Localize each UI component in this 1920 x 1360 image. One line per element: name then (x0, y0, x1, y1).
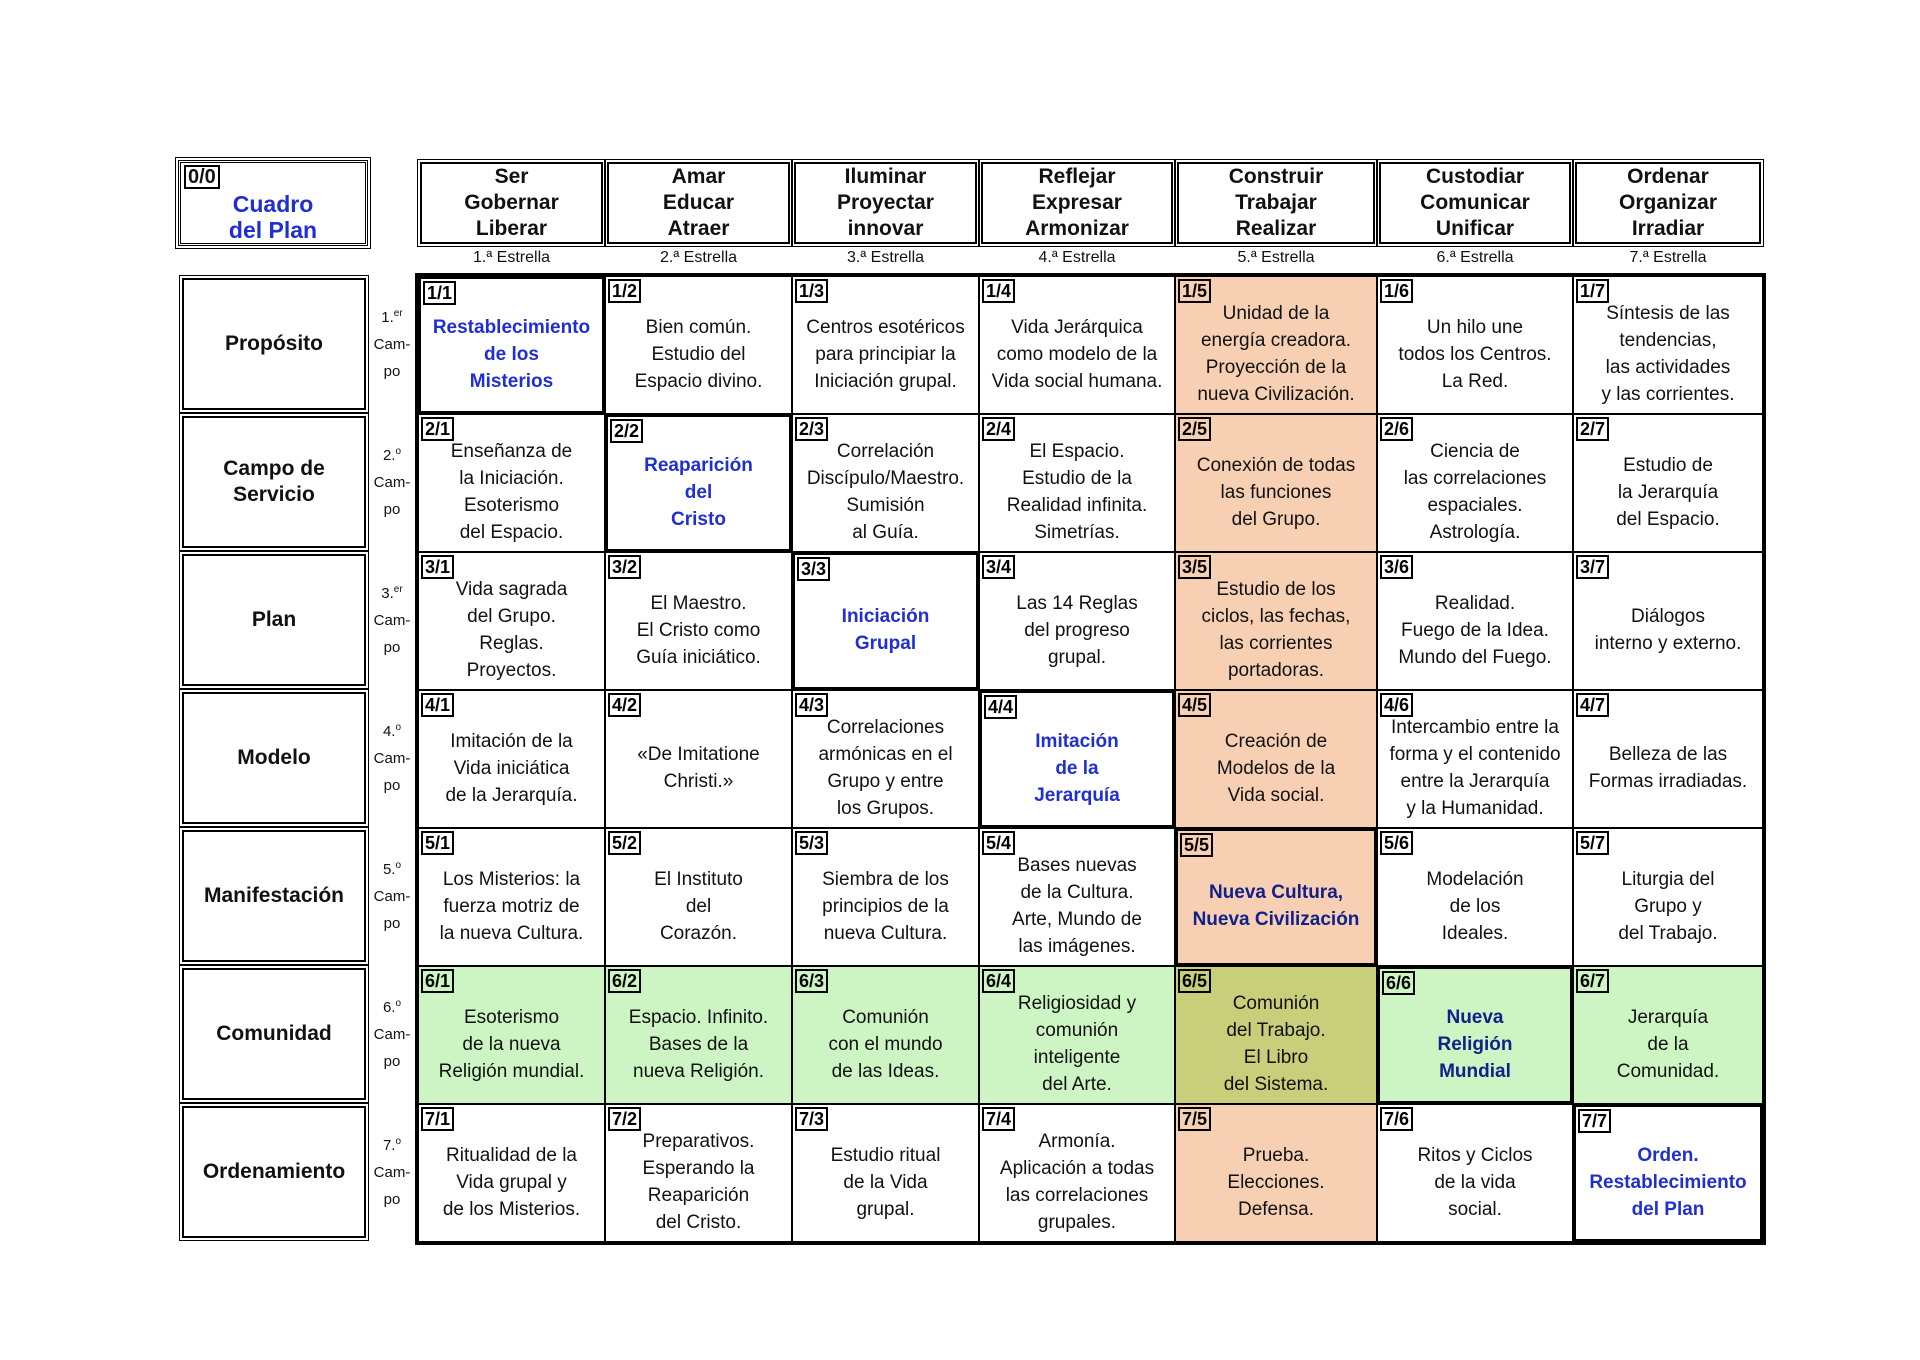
cell-number: 3/3 (797, 557, 830, 581)
cell-text: Siembra de los principios de la nueva Cultura. (822, 868, 949, 944)
row-header-3: Plan (182, 554, 366, 686)
cell-number: 5/1 (421, 831, 454, 855)
cell-number: 3/1 (421, 555, 454, 579)
campo-word: Cam- (373, 750, 411, 767)
cell-number: 7/6 (1380, 1107, 1413, 1131)
campo-number-value: 3. (381, 585, 394, 602)
cell-text: Síntesis de las tendencias, las actividades y las corrientes. (1601, 303, 1735, 405)
campo-word: po (383, 777, 401, 794)
column-header-7 (1575, 162, 1761, 244)
cell-number: 3/4 (982, 555, 1015, 579)
campo-number (370, 300, 414, 331)
cell-6-5 (1175, 966, 1377, 1104)
cell-text: Los Misterios: la fuerza motriz de la nueva Cultura. (439, 868, 584, 944)
campo-ordinal: er (393, 308, 403, 319)
cell-4-6 (1377, 690, 1573, 828)
column-header-line: Amar (671, 165, 726, 188)
campo-number (370, 714, 414, 745)
cell-number: 1/6 (1380, 279, 1413, 303)
cell-7-2 (605, 1104, 792, 1242)
cell-text: Jerarquía de la Comunidad. (1616, 1006, 1720, 1082)
cell-number: 5/4 (982, 831, 1015, 855)
cell-2-1 (418, 414, 605, 552)
column-header-1 (420, 162, 603, 244)
cell-2-5 (1175, 414, 1377, 552)
cell-text: Centros esotéricos para principiar la Iniciación grupal. (806, 316, 965, 392)
cell-text: Realidad. Fuego de la Idea. Mundo del Fuego. (1398, 592, 1552, 668)
campo-ordinal: o (395, 860, 402, 871)
corner-label: 0/0 (184, 165, 220, 189)
campo-word: po (383, 1053, 401, 1070)
campo-word: Cam- (373, 1026, 411, 1043)
row-header-4: Modelo (182, 692, 366, 824)
cell-text: Enseñanza de la Iniciación. Esoterismo del Espacio. (450, 441, 573, 543)
column-header-line: Organizar (1618, 191, 1718, 214)
campo-word: Cam- (373, 336, 411, 353)
cell-number: 6/1 (421, 969, 454, 993)
row-header-1: Propósito (182, 278, 366, 410)
cell-4-7 (1573, 690, 1763, 828)
column-header-line: Armonizar (1025, 217, 1129, 240)
cell-number: 4/3 (795, 693, 828, 717)
campo-number (370, 438, 414, 469)
cell-7-4 (979, 1104, 1175, 1242)
column-header-line: Liberar (475, 217, 548, 240)
cell-2-2 (605, 414, 792, 552)
cell-number: 3/7 (1576, 555, 1609, 579)
cell-number: 7/5 (1178, 1107, 1211, 1131)
campo-number (370, 990, 414, 1021)
star-label-3: 3.ª Estrella (846, 249, 925, 266)
cell-text: Ritualidad de la Vida grupal y de los Misterios. (442, 1144, 581, 1220)
campo-label-6 (370, 990, 414, 1080)
star-label-5: 5.ª Estrella (1237, 249, 1315, 266)
campo-number-value: 6. (382, 999, 396, 1016)
cell-text: Intercambio entre la forma y el contenido entre la Jerarquía y la Humanidad. (1389, 717, 1561, 819)
cell-text: El Maestro. El Cristo como Guía iniciático. (636, 592, 761, 668)
cell-3-4 (979, 552, 1175, 690)
column-header-3 (794, 162, 977, 244)
cell-number: 2/6 (1380, 417, 1413, 441)
cell-text: Reaparición del Cristo (644, 454, 753, 530)
cell-text: Nueva Religión Mundial (1437, 1006, 1513, 1082)
campo-number-value: 4. (382, 723, 396, 740)
campo-word: Cam- (373, 612, 411, 629)
cell-text: Bases nuevas de la Cultura. Arte, Mundo de las imágenes. (1012, 855, 1142, 957)
cell-number: 5/7 (1576, 831, 1609, 855)
cell-text: Esoterismo de la nueva Religión mundial. (438, 1006, 585, 1082)
campo-label-5 (370, 852, 414, 942)
cell-6-7 (1573, 966, 1763, 1104)
campo-number (370, 852, 414, 883)
cell-6-3 (792, 966, 979, 1104)
cell-text: Unidad de la energía creadora. Proyección de la nueva Civilización. (1197, 303, 1355, 405)
cell-text: Restablecimiento de los Misterios (432, 316, 591, 392)
cell-number: 4/5 (1178, 693, 1211, 717)
cell-number: 6/5 (1178, 969, 1211, 993)
campo-label-4 (370, 714, 414, 804)
column-header-line: Ser (494, 165, 529, 188)
cell-text: Estudio ritual de la Vida grupal. (830, 1144, 941, 1220)
cell-7-7 (1573, 1104, 1763, 1242)
cell-number: 6/7 (1576, 969, 1609, 993)
cell-number: 6/6 (1382, 971, 1415, 995)
column-header-4 (981, 162, 1173, 244)
cell-number: 5/5 (1180, 833, 1213, 857)
row-header-5: Manifestación (182, 830, 366, 962)
column-header-line: Custodiar (1425, 165, 1524, 188)
cell-text: Vida sagrada del Grupo. Reglas. Proyectos. (455, 579, 568, 681)
column-header-line: Trabajar (1235, 191, 1317, 214)
star-label-7: 7.ª Estrella (1629, 249, 1707, 266)
column-header-line: Proyectar (837, 191, 934, 214)
cell-5-4 (979, 828, 1175, 966)
campo-word: po (383, 501, 401, 518)
cell-text: Bien común. Estudio del Espacio divino. (634, 316, 763, 392)
cell-7-6 (1377, 1104, 1573, 1242)
campo-word: po (383, 639, 401, 656)
cell-6-2 (605, 966, 792, 1104)
cell-number: 4/6 (1380, 693, 1413, 717)
cell-text: Imitación de la Vida iniciática de la Jerarquía. (445, 730, 578, 806)
cell-text: Estudio de la Jerarquía del Espacio. (1616, 454, 1720, 530)
cell-number: 5/3 (795, 831, 828, 855)
cell-6-4 (979, 966, 1175, 1104)
cell-text: Conexión de todas las funciones del Grupo. (1196, 454, 1356, 530)
column-header-line: Iluminar (844, 165, 927, 188)
cell-number: 2/4 (982, 417, 1015, 441)
cell-number: 4/4 (984, 695, 1017, 719)
cell-5-2 (605, 828, 792, 966)
cell-1-3 (792, 276, 979, 414)
column-header-5 (1177, 162, 1375, 244)
column-header-line: Realizar (1235, 217, 1317, 240)
cell-text: Orden. Restablecimiento del Plan (1589, 1144, 1747, 1220)
cell-2-4 (979, 414, 1175, 552)
row-header-7: Ordenamiento (182, 1106, 366, 1238)
cell-text: Belleza de las Formas irradiadas. (1588, 744, 1748, 792)
star-label-4: 4.ª Estrella (1038, 249, 1116, 266)
cell-text: Creación de Modelos de la Vida social. (1216, 730, 1336, 806)
star-label-2: 2.ª Estrella (659, 249, 738, 266)
cell-number: 5/6 (1380, 831, 1413, 855)
cell-number: 3/2 (608, 555, 641, 579)
cell-1-6 (1377, 276, 1573, 414)
campo-word: Cam- (373, 888, 411, 905)
cell-2-6 (1377, 414, 1573, 552)
column-header-line: Educar (662, 191, 735, 214)
cell-text: Comunión del Trabajo. El Libro del Sistema. (1223, 993, 1329, 1095)
cell-text: Las 14 Reglas del progreso grupal. (1016, 592, 1138, 668)
cell-4-5 (1175, 690, 1377, 828)
cell-number: 2/1 (421, 417, 454, 441)
cell-number: 2/7 (1576, 417, 1609, 441)
cell-number: 1/5 (1178, 279, 1211, 303)
campo-word: Cam- (373, 1164, 411, 1181)
cell-text: «De Imitatione Christi.» (637, 744, 760, 792)
campo-word: po (383, 1191, 401, 1208)
cell-number: 6/3 (795, 969, 828, 993)
corner-box (178, 160, 368, 246)
cell-number: 7/2 (608, 1107, 641, 1131)
cell-3-1 (418, 552, 605, 690)
cell-number: 6/4 (982, 969, 1015, 993)
cell-text: Iniciación Grupal (841, 606, 930, 654)
row-header-2: Campo de Servicio (182, 416, 366, 548)
cell-number: 4/7 (1576, 693, 1609, 717)
campo-word: po (383, 915, 401, 932)
star-label-6: 6.ª Estrella (1436, 249, 1514, 266)
cell-3-5 (1175, 552, 1377, 690)
column-header-line: Reflejar (1038, 165, 1116, 188)
cell-number: 1/4 (982, 279, 1015, 303)
cell-number: 3/5 (1178, 555, 1211, 579)
cell-7-3 (792, 1104, 979, 1242)
cell-1-5 (1175, 276, 1377, 414)
cell-number: 4/2 (608, 693, 641, 717)
column-header-line: Unificar (1435, 217, 1515, 240)
cell-text: Ciencia de las correlaciones espaciales. Astrología. (1403, 441, 1547, 543)
cell-3-2 (605, 552, 792, 690)
column-header-line: innovar (847, 217, 924, 240)
cell-number: 2/2 (610, 419, 643, 443)
cell-number: 7/7 (1578, 1109, 1611, 1133)
campo-label-7 (370, 1128, 414, 1218)
campo-label-1 (370, 300, 414, 390)
cell-text: El Espacio. Estudio de la Realidad infinita. Simetrías. (1006, 441, 1148, 543)
cell-4-2 (605, 690, 792, 828)
cell-2-7 (1573, 414, 1763, 552)
row-header-6: Comunidad (182, 968, 366, 1100)
cell-text: Correlaciones armónicas en el Grupo y entre los Grupos. (818, 717, 953, 819)
cell-1-7 (1573, 276, 1763, 414)
cell-number: 1/1 (423, 281, 456, 305)
cell-number: 5/2 (608, 831, 641, 855)
column-header-line: Comunicar (1420, 191, 1530, 214)
cell-text: Preparativos. Esperando la Reaparición del Cristo. (642, 1131, 755, 1233)
cell-1-2 (605, 276, 792, 414)
cell-number: 1/3 (795, 279, 828, 303)
campo-number-value: 1. (381, 309, 394, 326)
cell-text: Diálogos interno y externo. (1594, 606, 1742, 654)
cell-number: 3/6 (1380, 555, 1413, 579)
cell-number: 4/1 (421, 693, 454, 717)
cell-text: Modelación de los Ideales. (1426, 868, 1524, 944)
campo-number-value: 2. (382, 447, 396, 464)
campo-ordinal: o (395, 1136, 402, 1147)
cell-text: Religiosidad y comunión inteligente del Arte. (1017, 993, 1137, 1095)
cell-text: Un hilo une todos los Centros. La Red. (1398, 316, 1552, 392)
column-header-2 (607, 162, 790, 244)
cell-4-4 (979, 690, 1175, 828)
cell-text: Estudio de los ciclos, las fechas, las corrientes portadoras. (1201, 579, 1351, 681)
cell-7-5 (1175, 1104, 1377, 1242)
cell-text: El Instituto del Corazón. (654, 868, 743, 944)
cell-4-1 (418, 690, 605, 828)
column-header-6 (1379, 162, 1571, 244)
campo-number-value: 7. (382, 1137, 396, 1154)
campo-ordinal: o (395, 446, 402, 457)
cell-number: 1/7 (1576, 279, 1609, 303)
cell-1-4 (979, 276, 1175, 414)
cell-7-1 (418, 1104, 605, 1242)
cell-number: 6/2 (608, 969, 641, 993)
cell-2-3 (792, 414, 979, 552)
cell-3-3 (792, 552, 979, 690)
campo-word: Cam- (373, 474, 411, 491)
cell-text: Imitación de la Jerarquía (1034, 730, 1120, 806)
cell-5-1 (418, 828, 605, 966)
cell-number: 7/4 (982, 1107, 1015, 1131)
column-header-line: Atraer (667, 217, 730, 240)
column-header-line: Irradiar (1631, 217, 1705, 240)
campo-ordinal: o (395, 722, 402, 733)
cell-5-5 (1175, 828, 1377, 966)
cell-text: Liturgia del Grupo y del Trabajo. (1618, 868, 1718, 944)
cell-text: Prueba. Elecciones. Defensa. (1227, 1144, 1325, 1220)
cell-number: 7/1 (421, 1107, 454, 1131)
cell-number: 7/3 (795, 1107, 828, 1131)
cell-text: Correlación Discípulo/Maestro. Sumisión al Guía. (806, 441, 965, 543)
campo-label-2 (370, 438, 414, 528)
cell-text: Vida Jerárquica como modelo de la Vida social humana. (991, 316, 1163, 392)
column-header-line: Gobernar (464, 191, 559, 214)
cell-1-1 (418, 276, 605, 414)
cell-number: 2/3 (795, 417, 828, 441)
column-header-line: Expresar (1032, 191, 1122, 214)
campo-number (370, 1128, 414, 1159)
campo-ordinal: er (393, 584, 403, 595)
cell-number: 1/2 (608, 279, 641, 303)
campo-word: po (383, 363, 401, 380)
column-header-line: Construir (1228, 165, 1324, 188)
cell-6-1 (418, 966, 605, 1104)
cell-3-7 (1573, 552, 1763, 690)
cell-text: Armonía. Aplicación a todas las correlaciones grupales. (999, 1131, 1155, 1233)
campo-label-3 (370, 576, 414, 666)
cell-4-3 (792, 690, 979, 828)
cell-3-6 (1377, 552, 1573, 690)
cell-5-7 (1573, 828, 1763, 966)
cell-text: Nueva Cultura, Nueva Civilización (1192, 882, 1360, 930)
star-label-1: 1.ª Estrella (472, 249, 551, 266)
campo-number (370, 576, 414, 607)
campo-number-value: 5. (382, 861, 396, 878)
cell-6-6 (1377, 966, 1573, 1104)
corner-title: Cuadro del Plan (228, 191, 318, 243)
cell-5-3 (792, 828, 979, 966)
cell-5-6 (1377, 828, 1573, 966)
column-header-line: Ordenar (1627, 165, 1709, 188)
cell-text: Comunión con el mundo de las Ideas. (828, 1006, 943, 1082)
campo-ordinal: o (395, 998, 402, 1009)
cell-number: 2/5 (1178, 417, 1211, 441)
cell-text: Ritos y Ciclos de la vida social. (1417, 1144, 1533, 1220)
cell-text: Espacio. Infinito. Bases de la nueva Religión. (628, 1006, 769, 1082)
